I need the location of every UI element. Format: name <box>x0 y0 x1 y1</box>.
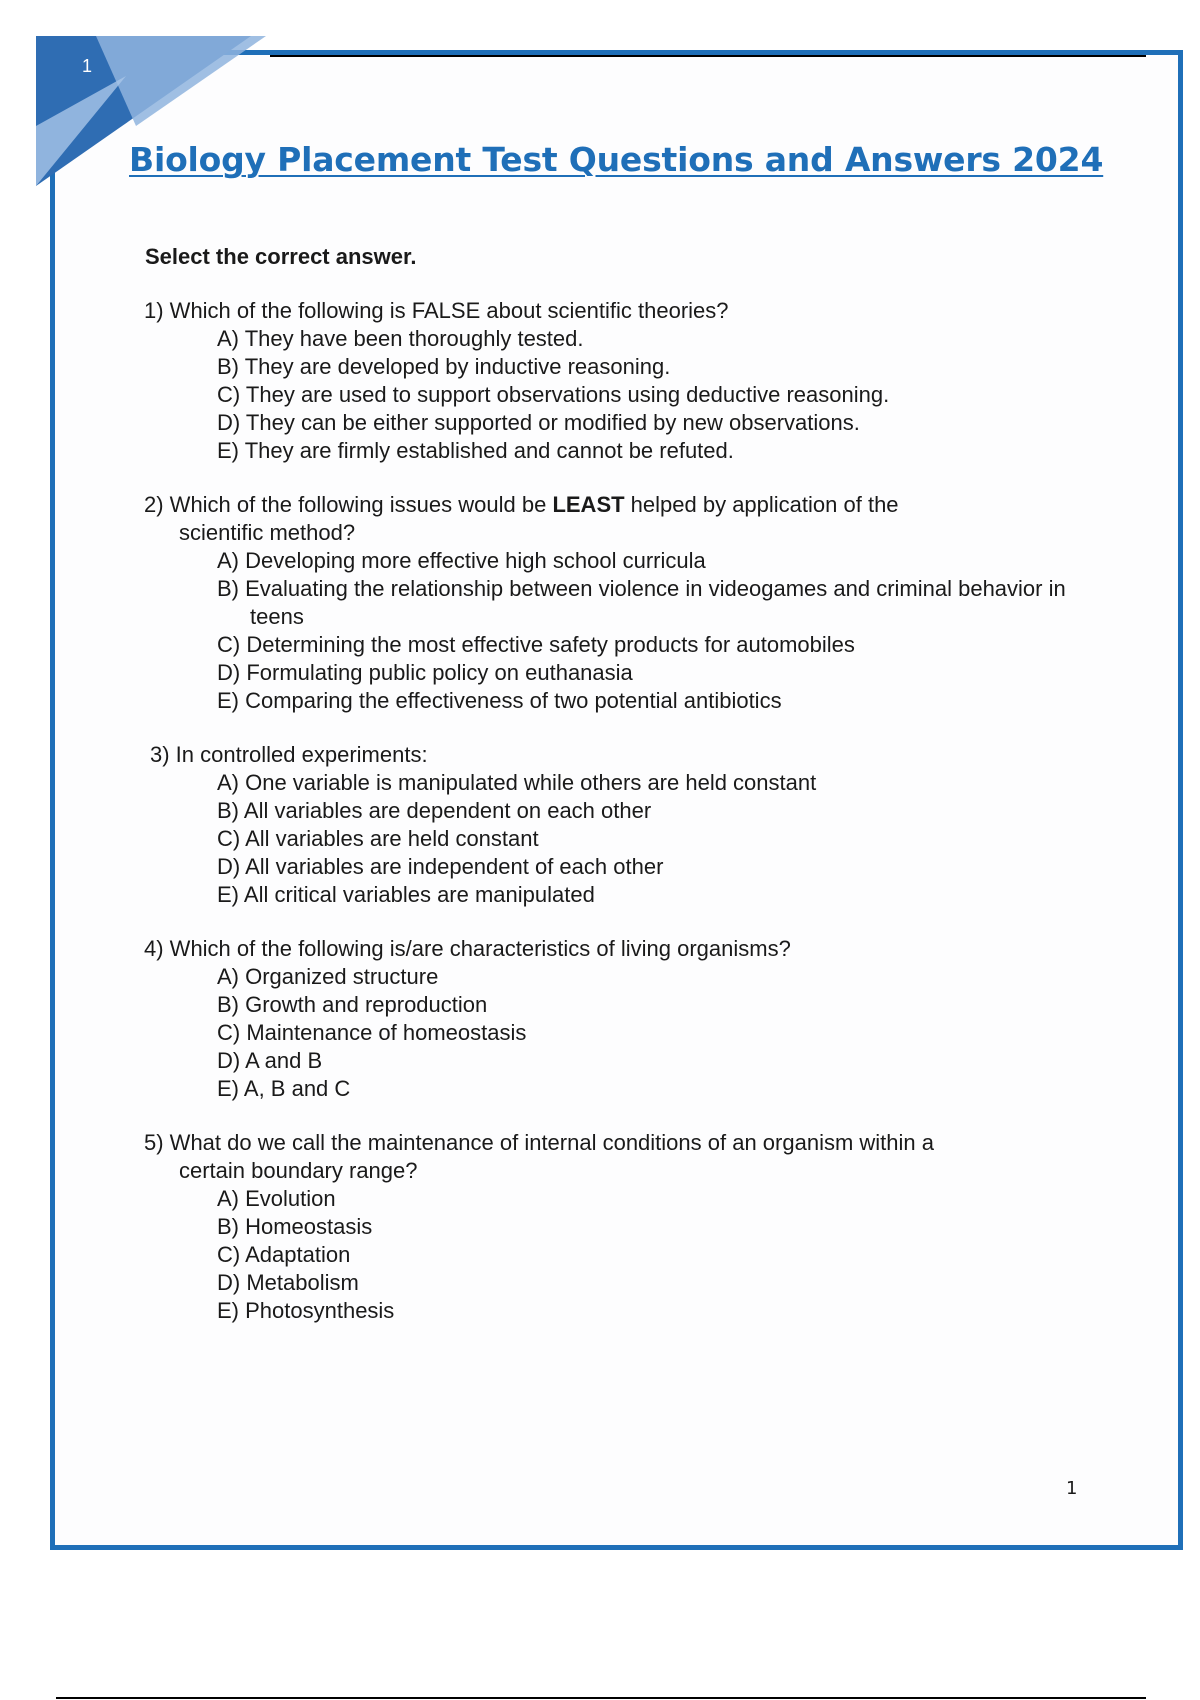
question-text <box>144 491 1044 519</box>
option-c: C) All variables are held constant <box>217 826 539 851</box>
question-list <box>144 297 1066 1351</box>
option-a: A) One variable is manipulated while others are held constant <box>217 770 817 795</box>
question-text-start: 2) Which of the following issues would be <box>144 492 553 517</box>
option-a: A) Organized structure <box>217 964 439 989</box>
option-d: D) A and B <box>217 1048 323 1073</box>
question-text-continued: certain boundary range? <box>179 1158 418 1183</box>
option-b: B) They are developed by inductive reasoning. <box>217 354 671 379</box>
option-e: E) Comparing the effectiveness of two potential antibiotics <box>217 688 782 713</box>
option-d: D) Metabolism <box>217 1270 359 1295</box>
option-a: A) They have been thoroughly tested. <box>217 326 584 351</box>
option-b: B) Growth and reproduction <box>217 992 488 1017</box>
question-text-end: helped by application of the <box>624 492 899 517</box>
option-list <box>144 547 1066 715</box>
option-list <box>144 769 1044 909</box>
option-e: E) A, B and C <box>217 1076 351 1101</box>
option-a: A) Evolution <box>217 1186 336 1211</box>
question-text: 1) Which of the following is FALSE about scientific theories? <box>144 298 729 323</box>
page-number: 1 <box>1066 1478 1078 1499</box>
option-c: C) Maintenance of homeostasis <box>217 1020 527 1045</box>
option-c: C) Determining the most effective safety products for automobiles <box>217 632 855 657</box>
question-1 <box>144 297 1044 465</box>
corner-decoration <box>36 36 276 206</box>
option-b: B) Evaluating the relationship between violence in videogames and criminal behavior in teens <box>217 576 1066 629</box>
corner-page-number: 1 <box>82 56 93 76</box>
instruction-text: Select the correct answer. <box>145 244 417 269</box>
option-b: B) Homeostasis <box>217 1214 373 1239</box>
option-d: D) Formulating public policy on euthanasia <box>217 660 633 685</box>
question-2 <box>144 491 1066 715</box>
question-3 <box>144 741 1044 909</box>
option-list <box>144 1185 1044 1325</box>
option-e: E) Photosynthesis <box>217 1298 395 1323</box>
option-list <box>144 963 1044 1103</box>
option-d: D) They can be either supported or modified by new observations. <box>217 410 860 435</box>
question-text: 3) In controlled experiments: <box>150 742 428 767</box>
question-text-continued: scientific method? <box>179 520 356 545</box>
top-rule <box>270 55 1146 57</box>
question-4 <box>144 935 1044 1103</box>
option-b: B) All variables are dependent on each other <box>217 798 652 823</box>
question-text-emphasis: LEAST <box>552 492 625 517</box>
option-c: C) Adaptation <box>217 1242 351 1267</box>
option-d: D) All variables are independent of each other <box>217 854 664 879</box>
question-5 <box>144 1129 1044 1325</box>
option-a: A) Developing more effective high school curricula <box>217 548 706 573</box>
option-e: E) All critical variables are manipulated <box>217 882 595 907</box>
option-e: E) They are firmly established and cannot be refuted. <box>217 438 734 463</box>
bottom-rule <box>56 1697 1146 1699</box>
page-title: Biology Placement Test Questions and Answers 2024 <box>129 140 1104 179</box>
option-c: C) They are used to support observations using deductive reasoning. <box>217 382 890 407</box>
question-text: 4) Which of the following is/are characteristics of living organisms? <box>144 936 791 961</box>
option-list <box>144 325 1044 465</box>
question-text: 5) What do we call the maintenance of internal conditions of an organism within a <box>144 1130 934 1155</box>
